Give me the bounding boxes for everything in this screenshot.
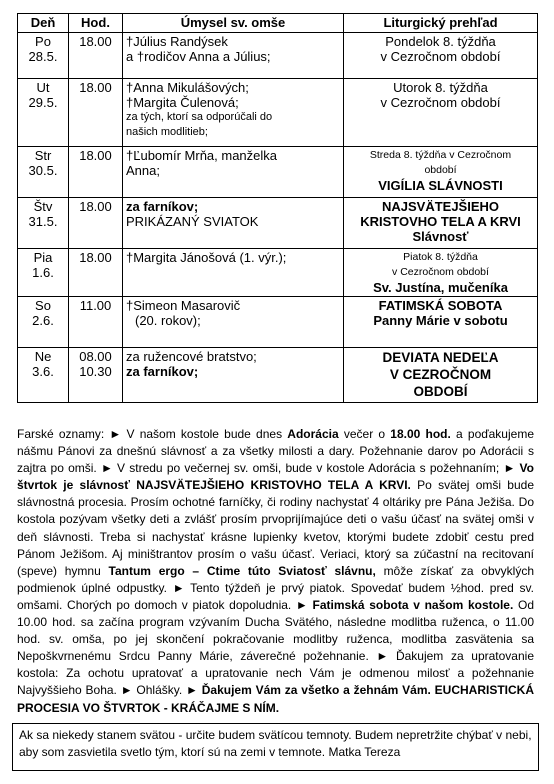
day-cell bbox=[18, 348, 69, 403]
intention-cell bbox=[123, 33, 344, 79]
table-header-row bbox=[18, 14, 538, 33]
liturgy-feast: Slávnosť bbox=[412, 229, 469, 244]
announcement-text: Farské oznamy: ► V našom kostole bude dnes bbox=[17, 427, 288, 441]
parish-announcements bbox=[17, 426, 534, 717]
liturgy-line: Utorok 8. týždňa bbox=[393, 80, 488, 95]
liturgy-cell bbox=[344, 297, 538, 348]
time-cell bbox=[69, 147, 123, 198]
liturgy-feast: NAJSVÄTEJŠIEHO bbox=[381, 199, 500, 214]
intention-line: †Anna Mikulášových; bbox=[126, 80, 249, 95]
liturgy-feast: VIGÍLIA SLÁVNOSTI bbox=[378, 178, 503, 193]
intention-line: za farníkov; bbox=[126, 199, 199, 214]
day-cell bbox=[18, 198, 69, 249]
day-date: 28.5. bbox=[28, 49, 58, 64]
announcement-text: a poďakujeme nášmu Pánovi za dnešnú slávnosť a za všetky milosti a dary. Požehnanie darov po Adorácii s zajtra po omši. ► V stredu po večernej sv. omši, bude v kostole Adorácia s požehnaním; ► bbox=[17, 427, 534, 476]
liturgy-line: Pondelok 8. týždňa bbox=[385, 34, 496, 49]
mass-time: 18.00 bbox=[79, 34, 112, 49]
liturgy-note: Streda 8. týždňa v Cezročnom bbox=[369, 149, 512, 161]
day-name: Ne bbox=[34, 349, 52, 364]
day-cell bbox=[18, 249, 69, 297]
intention-line: a †rodičov Anna a Július; bbox=[126, 49, 271, 64]
liturgy-note: v Cezročnom období bbox=[392, 266, 489, 278]
intention-note: za tých, ktorí sa odporúčali do bbox=[126, 111, 273, 123]
mass-time: 11.00 bbox=[79, 298, 112, 313]
day-name: Štv bbox=[33, 199, 53, 214]
intention-line: †Július Randýsek bbox=[126, 34, 228, 49]
day-cell bbox=[18, 297, 69, 348]
announcement-bold: Ďakujem Vám za všetko a žehnám Vám. EUCHARISTICKÁ PROCESIA VO ŠTVRTOK - KRÁČAJME S NÍM. bbox=[17, 683, 534, 715]
quote-box: Ak sa niekedy stanem svätou - určite budem svätícou temnoty. Budem nepretržite chýbať v nebi, aby som zasvietila svetlo tým, ktorí sú na zemi v temnote. Matka Tereza bbox=[12, 723, 539, 771]
liturgy-feast: V CEZROČNOM bbox=[389, 367, 492, 382]
liturgy-note: období bbox=[424, 164, 457, 176]
intention-cell bbox=[123, 147, 344, 198]
table-row bbox=[18, 297, 538, 348]
liturgy-feast: Panny Márie v sobotu bbox=[373, 313, 508, 328]
table-row bbox=[18, 249, 538, 297]
intention-cell bbox=[123, 79, 344, 147]
intention-line: †Simeon Masarovič bbox=[126, 298, 241, 313]
header-liturgy: Liturgický prehľad bbox=[344, 14, 538, 33]
header-intention: Úmysel sv. omše bbox=[123, 14, 344, 33]
intention-line: Anna; bbox=[126, 163, 160, 178]
day-cell bbox=[18, 147, 69, 198]
table-row bbox=[18, 79, 538, 147]
time-cell bbox=[69, 348, 123, 403]
announcement-text: môže získať za obvyklých podmienok úplné odpustky. ► Tento týždeň je prvý piatok. Spovedať budem ½hod. pred sv. omšami. Chorých po domoch v piatok dopoludnia. ► bbox=[17, 563, 534, 612]
mass-time: 18.00 bbox=[79, 148, 112, 163]
day-date: 31.5. bbox=[28, 214, 58, 229]
intention-line: †Margita Čulenová; bbox=[126, 95, 239, 110]
liturgy-line: v Cezročnom období bbox=[380, 49, 501, 64]
announcement-bold: Vo štvrtok je slávnosť NAJSVÄTEJŠIEHO KRISTOVHO TELA A KRVI. bbox=[17, 461, 534, 493]
intention-line: za ružencové bratstvo; bbox=[126, 349, 257, 364]
liturgy-feast: Sv. Justína, mučeníka bbox=[373, 280, 508, 295]
liturgy-line: v Cezročnom období bbox=[380, 95, 501, 110]
announcement-text: Od 10.00 hod. sa začína program vzývaním Ducha Svätého, následne modlitba ruženca, o 11.00 hod. sv. omša, po jej skončení pokračovanie modlitby ruženca, modlitba zasvätenia sa Nepoškvrnenému Srdcu Panny Márie, záverečné požehnanie. ► Ďakujem za upratovanie kostola: Za ochotu upratovať a upratovanie nech Vám je odmenou milosť a požehnanie Najvyššieho Boha. ► Ohlášky. ► bbox=[17, 597, 534, 698]
table-row bbox=[18, 147, 538, 198]
announcement-bold: Adorácia bbox=[287, 427, 339, 441]
day-date: 30.5. bbox=[28, 163, 58, 178]
liturgy-feast: KRISTOVHO TELA A KRVI bbox=[360, 214, 521, 229]
liturgy-cell bbox=[344, 249, 538, 297]
day-name: So bbox=[35, 298, 51, 313]
day-cell bbox=[18, 33, 69, 79]
time-cell bbox=[69, 249, 123, 297]
intention-line: (20. rokov); bbox=[135, 313, 201, 328]
mass-time: 18.00 bbox=[79, 80, 112, 95]
intention-cell bbox=[123, 297, 344, 348]
mass-time: 18.00 bbox=[79, 250, 112, 265]
announcement-text: Po svätej omši bude slávnostná procesia. Prosím ochotné farníčky, či rodiny nachystať 4 oltáriky pre Pána Ježiša. Do kostola pozývam všetky deti a zvlášť prosím prvoprijímajúce deti o vašu účasť na svätej omši v deň slávnosti. Treba si nachystať krásne lupienky kvetov, ktorými budete zdobiť cestu pred Pánom Ježišom. Aj miništrantov prosím o vašu účasť. Veriaci, ktorý sa zúčastní na recitovaní (speve) hymnu bbox=[17, 478, 534, 578]
day-name: Pia bbox=[33, 250, 53, 265]
day-name: Str bbox=[34, 148, 52, 163]
table-row bbox=[18, 33, 538, 79]
time-cell bbox=[69, 198, 123, 249]
day-date: 1.6. bbox=[32, 265, 54, 280]
mass-time: 10.30 bbox=[79, 364, 112, 379]
table-row bbox=[18, 348, 538, 403]
liturgy-cell bbox=[344, 198, 538, 249]
liturgy-feast: DEVIATA NEDEĽA bbox=[382, 350, 499, 365]
mass-schedule-table bbox=[17, 13, 538, 403]
liturgy-cell bbox=[344, 79, 538, 147]
intention-cell bbox=[123, 348, 344, 403]
announcements-text bbox=[17, 426, 534, 717]
liturgy-feast: FATIMSKÁ SOBOTA bbox=[378, 298, 503, 313]
schedule-body bbox=[18, 33, 538, 403]
intention-line: †Margita Jánošová (1. výr.); bbox=[126, 250, 287, 265]
header-hour: Hod. bbox=[69, 14, 123, 33]
intention-cell bbox=[123, 249, 344, 297]
day-date: 3.6. bbox=[32, 364, 54, 379]
header-day: Deň bbox=[18, 14, 69, 33]
announcement-bold: 18.00 hod. bbox=[390, 427, 451, 441]
announcement-text: večer o bbox=[338, 427, 391, 441]
intention-note: našich modlitieb; bbox=[126, 126, 208, 138]
time-cell bbox=[69, 79, 123, 147]
liturgy-note: Piatok 8. týždňa bbox=[403, 251, 478, 263]
liturgy-cell bbox=[344, 33, 538, 79]
announcement-bold: Fatimská sobota v našom kostole. bbox=[312, 597, 514, 612]
intention-cell bbox=[123, 198, 344, 249]
liturgy-cell bbox=[344, 147, 538, 198]
intention-line: PRIKÁZANÝ SVIATOK bbox=[126, 214, 259, 229]
intention-line: za farníkov; bbox=[126, 364, 199, 379]
liturgy-cell bbox=[344, 348, 538, 403]
time-cell bbox=[69, 297, 123, 348]
intention-line: †Ľubomír Mrňa, manželka bbox=[126, 148, 278, 163]
announcement-bold: Tantum ergo – Ctime túto Sviatosť slávnu, bbox=[108, 563, 376, 578]
mass-time: 18.00 bbox=[79, 199, 112, 214]
liturgy-feast: OBDOBÍ bbox=[413, 384, 468, 399]
day-name: Ut bbox=[36, 80, 50, 95]
day-cell bbox=[18, 79, 69, 147]
day-date: 2.6. bbox=[32, 313, 54, 328]
day-name: Po bbox=[35, 34, 51, 49]
mass-time: 08.00 bbox=[79, 349, 112, 364]
table-row bbox=[18, 198, 538, 249]
time-cell bbox=[69, 33, 123, 79]
day-date: 29.5. bbox=[28, 95, 58, 110]
